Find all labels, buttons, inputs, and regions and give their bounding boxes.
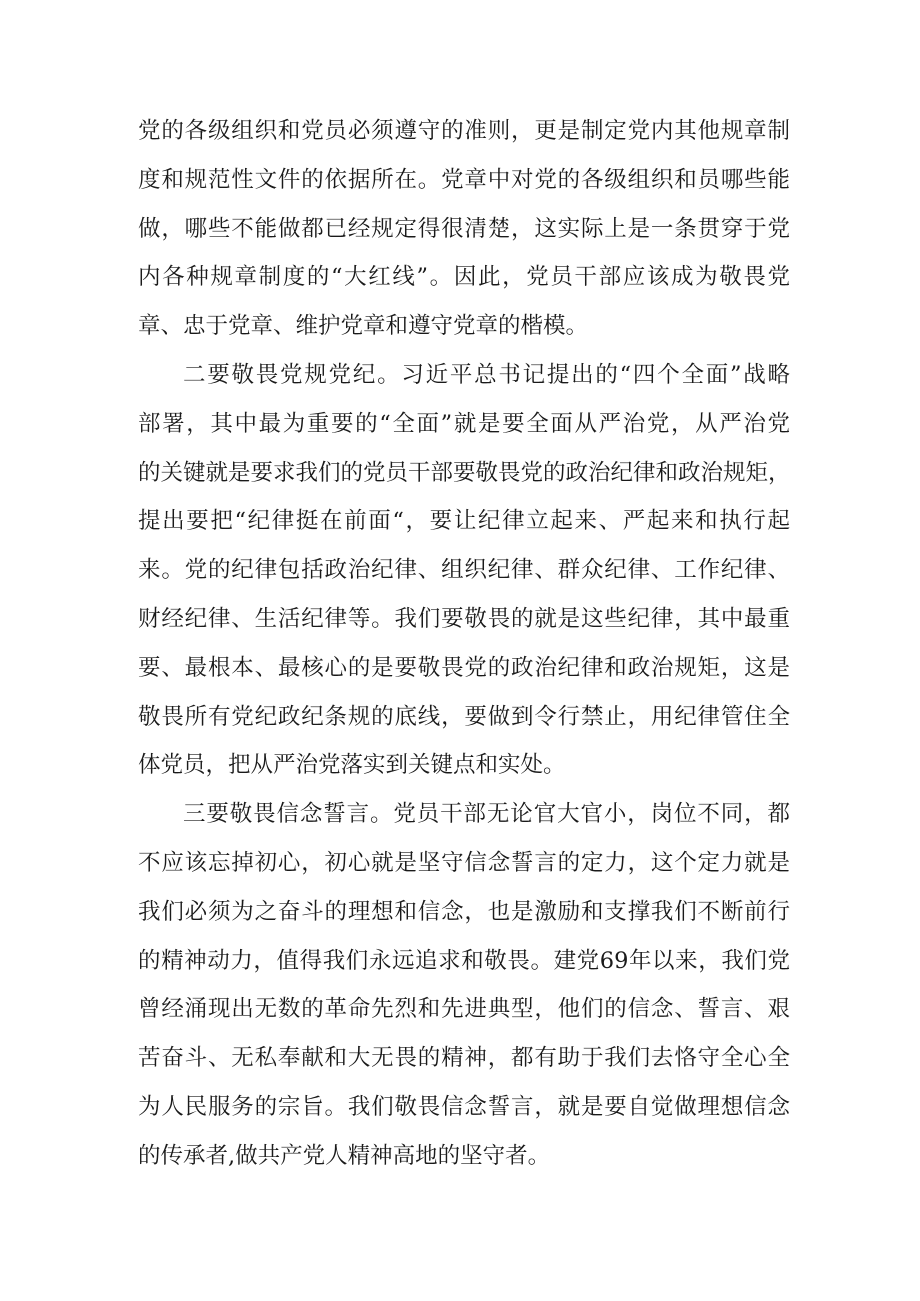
text-line: 曾经涌现出无数的革命先烈和先进典型，他们的信念、誓言、艰 (138, 996, 790, 1023)
text-line: 的精神动力，值得我们永远追求和敬畏。建党69年以来，我们党 (138, 947, 790, 974)
text-line: 提出要把“纪律挺在前面“，要让纪律立起来、严起来和执行起 (138, 508, 790, 535)
paragraph-3 (138, 790, 790, 1180)
text-line: 度和规范性文件的依据所在。党章中对党的各级组织和员哪些能 (138, 166, 790, 193)
text-line: 不应该忘掉初心，初心就是坚守信念誓言的定力，这个定力就是 (138, 849, 790, 876)
text-line: 内各种规章制度的“大红线”。因此，党员干部应该成为敬畏党 (138, 264, 790, 291)
text-line: 苦奋斗、无私奉献和大无畏的精神，都有助于我们去恪守全心全 (138, 1045, 790, 1072)
text-line: 为人民服务的宗旨。我们敬畏信念誓言，就是要自觉做理想信念 (138, 1093, 790, 1120)
text-line: 要、最根本、最核心的是要敬畏党的政治纪律和政治规矩，这是 (138, 654, 790, 681)
text-line: 的传承者,做共产党人精神高地的坚守者。 (138, 1142, 551, 1169)
text-line: 我们必须为之奋斗的理想和信念，也是激励和支撑我们不断前行 (138, 898, 790, 925)
text-line: 三要敬畏信念誓言。党员干部无论官大官小，岗位不同，都 (183, 801, 790, 828)
text-line: 二要敬畏党规党纪。习近平总书记提出的“四个全面”战略 (183, 361, 790, 388)
text-line: 章、忠于党章、维护党章和遵守党章的楷模。 (138, 313, 589, 340)
paragraph-2 (138, 351, 790, 790)
text-line: 党的各级组织和党员必须遵守的准则，更是制定党内其他规章制 (138, 118, 790, 144)
document-body (138, 107, 790, 1181)
text-line: 敬畏所有党纪政纪条规的底线，要做到令行禁止，用纪律管住全 (138, 703, 790, 730)
paragraph-1 (138, 107, 790, 351)
text-line: 来。党的纪律包括政治纪律、组织纪律、群众纪律、工作纪律、 (138, 557, 790, 584)
text-line: 部署，其中最为重要的“全面”就是要全面从严治党，从严治党 (138, 410, 790, 437)
text-line: 的关键就是要求我们的党员干部要敬畏党的政治纪律和政治规矩， (138, 459, 791, 486)
text-line: 做，哪些不能做都已经规定得很清楚，这实际上是一条贯穿于党 (138, 215, 790, 242)
text-line: 体党员，把从严治党落实到关键点和实处。 (138, 752, 566, 779)
text-line: 财经纪律、生活纪律等。我们要敬畏的就是这些纪律，其中最重 (138, 605, 790, 632)
